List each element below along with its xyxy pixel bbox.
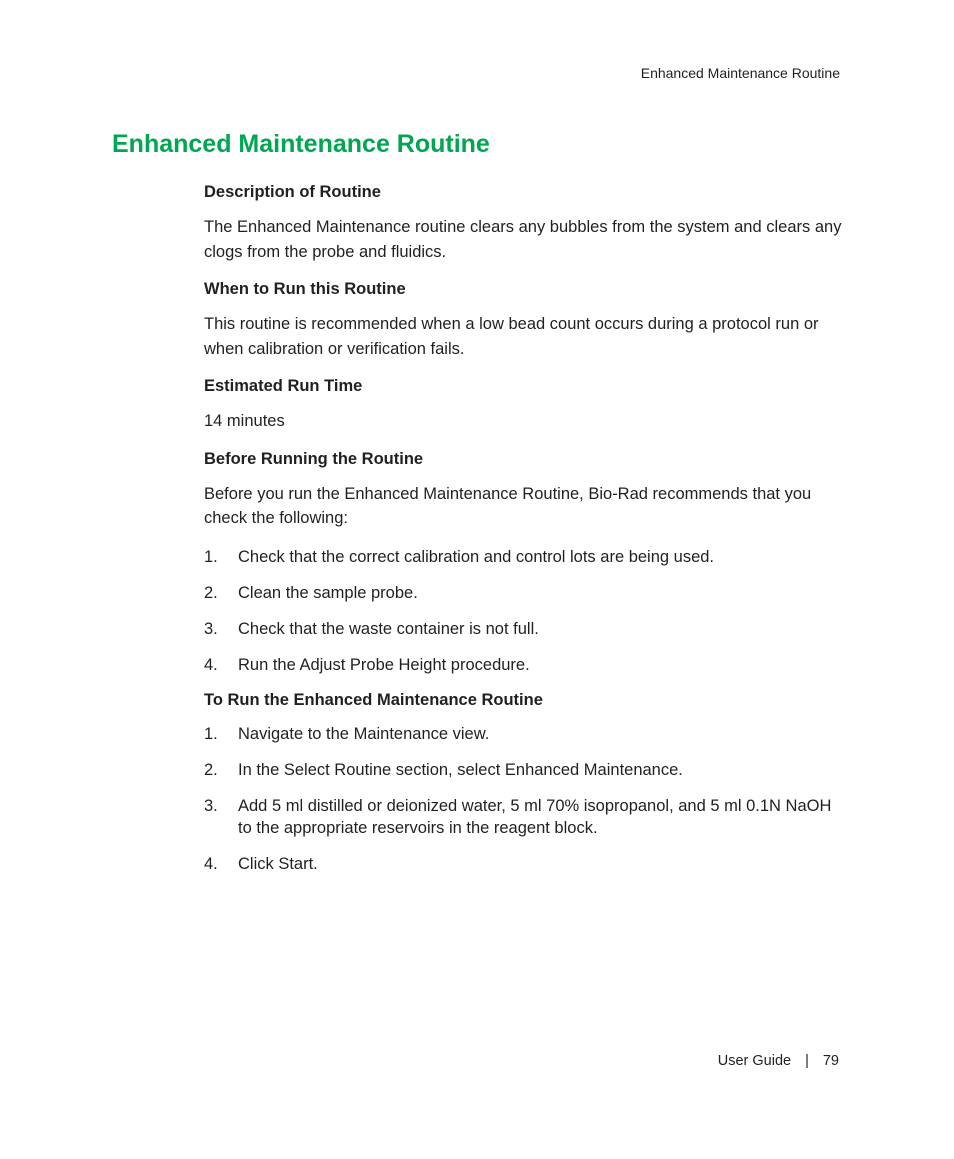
list-item (204, 759, 844, 781)
content-body (204, 182, 844, 889)
list-item-text: Run the Adjust Probe Height procedure. (238, 655, 530, 674)
list-item-text: Check that the waste container is not full. (238, 619, 539, 638)
list-number: 1. (204, 547, 218, 566)
list-item-text: Add 5 ml distilled or deionized water, 5 ml 70% isopropanol, and 5 ml 0.1N NaOH to the appropriate reservoirs in the reagent block. (238, 796, 832, 837)
list-item-text: In the Select Routine section, select Enhanced Maintenance. (238, 760, 683, 779)
list-number: 2. (204, 760, 218, 779)
footer-separator: | (805, 1053, 809, 1069)
list-item (204, 546, 844, 568)
when-heading: When to Run this Routine (204, 280, 406, 298)
list-item (204, 853, 844, 875)
before-list (204, 546, 844, 676)
list-item (204, 723, 844, 745)
description-text: The Enhanced Maintenance routine clears any bubbles from the system and clears any clogs from the probe and fluidics. (204, 218, 842, 261)
list-number: 3. (204, 796, 218, 815)
list-number: 2. (204, 583, 218, 602)
run-routine-list (204, 723, 844, 875)
run-time-text: 14 minutes (204, 412, 285, 430)
footer-label: User Guide (717, 1053, 792, 1069)
description-heading: Description of Routine (204, 183, 381, 201)
list-item-text: Click Start. (238, 854, 318, 873)
list-number: 1. (204, 724, 218, 743)
list-item (204, 618, 844, 640)
when-text: This routine is recommended when a low bead count occurs during a protocol run or when calibration or verification fails. (204, 315, 819, 358)
run-time-heading: Estimated Run Time (204, 377, 363, 395)
list-item-text: Navigate to the Maintenance view. (238, 724, 490, 743)
list-item (204, 795, 844, 839)
list-item-text: Check that the correct calibration and control lots are being used. (238, 547, 715, 566)
list-item (204, 654, 844, 676)
page-number: 79 (822, 1053, 839, 1069)
list-item-text: Clean the sample probe. (238, 583, 418, 602)
page-footer (718, 1052, 839, 1070)
before-text: Before you run the Enhanced Maintenance Routine, Bio-Rad recommends that you check the following: (204, 484, 812, 527)
running-header: Enhanced Maintenance Routine (640, 65, 840, 81)
list-number: 3. (204, 619, 218, 638)
list-number: 4. (204, 854, 218, 873)
list-item (204, 582, 844, 604)
page-title: Enhanced Maintenance Routine (112, 130, 490, 158)
run-routine-heading: To Run the Enhanced Maintenance Routine (204, 690, 543, 709)
list-number: 4. (204, 655, 218, 674)
before-heading: Before Running the Routine (204, 449, 424, 468)
